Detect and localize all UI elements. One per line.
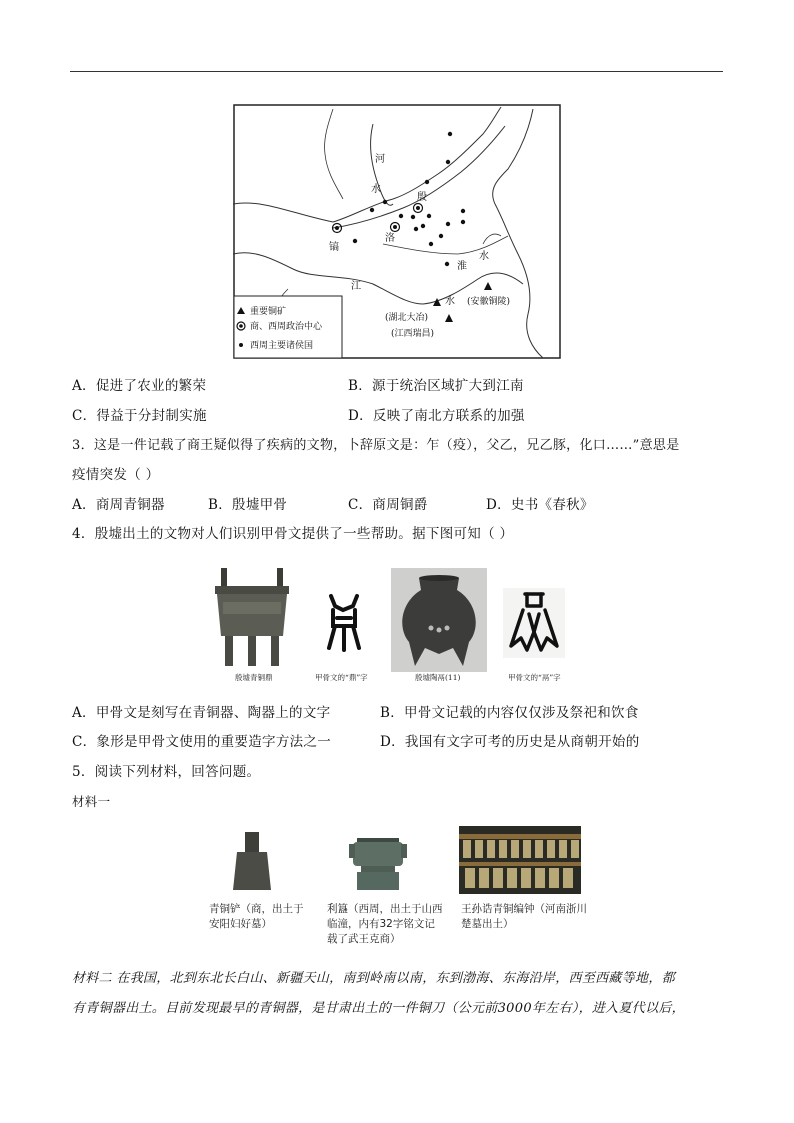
header-rule — [70, 71, 723, 72]
label-jiang: 江 — [351, 281, 361, 292]
caption-li: 殷墟陶鬲(11) — [415, 673, 461, 682]
oracle-ding-char-icon — [323, 592, 365, 654]
material-two-line1: 材料二 在我国，北到东北长白山、新疆天山，南到岭南以南，东到渤海、东海沿岸，西至西藏等地，都 — [72, 971, 675, 986]
label-hao: 镐 — [329, 242, 339, 253]
caption-li-char: 甲骨文的“鬲”字 — [508, 673, 561, 682]
bronze-map — [233, 104, 561, 359]
label-shui-top: 水 — [371, 184, 381, 195]
q4-stem: 4．殷墟出土的文物对人们识别甲骨文提供了一些帮助。据下图可知（ ） — [72, 526, 514, 542]
q2-option-c: C．得益于分封制实施 — [72, 408, 207, 424]
pottery-li-image — [391, 568, 487, 672]
q4-option-c: C．象形是甲骨文使用的重要造字方法之一 — [72, 734, 332, 750]
oracle-li-char-icon — [503, 588, 565, 658]
label-jiangxi: (江西瑞昌) — [391, 329, 435, 339]
q3-stem-line1: 3．这是一件记载了商王疑似得了疾病的文物，卜辞原文是：乍（疫），父乙，兄乙豚，化口……”意思是 — [72, 438, 680, 453]
q4-option-b: B．甲骨文记载的内容仅仅涉及祭祀和饮食 — [380, 705, 639, 721]
label-hubei: (湖北大冶) — [385, 313, 429, 323]
legend-states: 西周主要诸侯国 — [250, 341, 314, 351]
bronze-bells-image — [459, 826, 581, 894]
material-one-title: 材料一 — [72, 794, 111, 809]
material-two-line2: 有青铜器出土。目前发现最早的青铜器，是甘肃出土的一件铜刀（公元前3000年左右），进入夏代以后， — [72, 1001, 685, 1016]
label-shui-jiang: 水 — [445, 296, 455, 307]
label-luo: 洛 — [385, 233, 395, 244]
q2-option-b: B．源于统治区域扩大到江南 — [348, 378, 524, 394]
caption-bronze-bells: 王孙诰青铜编钟（河南浙川楚墓出土） — [461, 903, 587, 930]
q4-option-d: D．我国有文字可考的历史是从商朝开始的 — [380, 734, 640, 750]
q3-option-d: D．史书《春秋》 — [486, 497, 594, 513]
label-he: 河 — [375, 154, 385, 165]
caption-ding: 殷墟青铜鼎 — [235, 673, 273, 682]
q3-option-c: C．商周铜爵 — [348, 497, 428, 513]
q3-option-b: B．殷墟甲骨 — [208, 497, 288, 513]
bronze-ding-image — [209, 564, 295, 668]
q5-stem: 5．阅读下列材料，回答问题。 — [72, 764, 261, 780]
label-huai: 淮 — [457, 261, 467, 272]
caption-li-gui: 利簋（西周，出土于山西临潼，内有32字铭文记载了武王克商） — [327, 903, 443, 945]
q2-option-a: A．促进了农业的繁荣 — [72, 378, 207, 394]
material-one-figure — [205, 824, 595, 954]
q3-stem-line2: 疫情突发（ ） — [72, 467, 160, 483]
q2-option-d: D．反映了南北方联系的加强 — [348, 408, 525, 424]
q4-option-a: A．甲骨文是刻写在青铜器、陶器上的文字 — [72, 705, 331, 721]
li-gui-image — [349, 832, 407, 892]
caption-ding-char: 甲骨文的“鼎”字 — [315, 673, 368, 682]
label-anhui: (安徽铜陵) — [467, 297, 511, 307]
label-yin: 殷 — [417, 192, 427, 203]
q4-figure — [205, 562, 590, 682]
legend-mine: 重要铜矿 — [250, 307, 287, 317]
bronze-spade-image — [229, 828, 275, 894]
label-shui-huai: 水 — [479, 251, 489, 262]
caption-bronze-spade: 青铜铲（商，出土于安阳妇好墓） — [209, 903, 304, 930]
q3-option-a: A．商周青铜器 — [72, 497, 165, 513]
legend-center: 商、西周政治中心 — [250, 322, 323, 332]
